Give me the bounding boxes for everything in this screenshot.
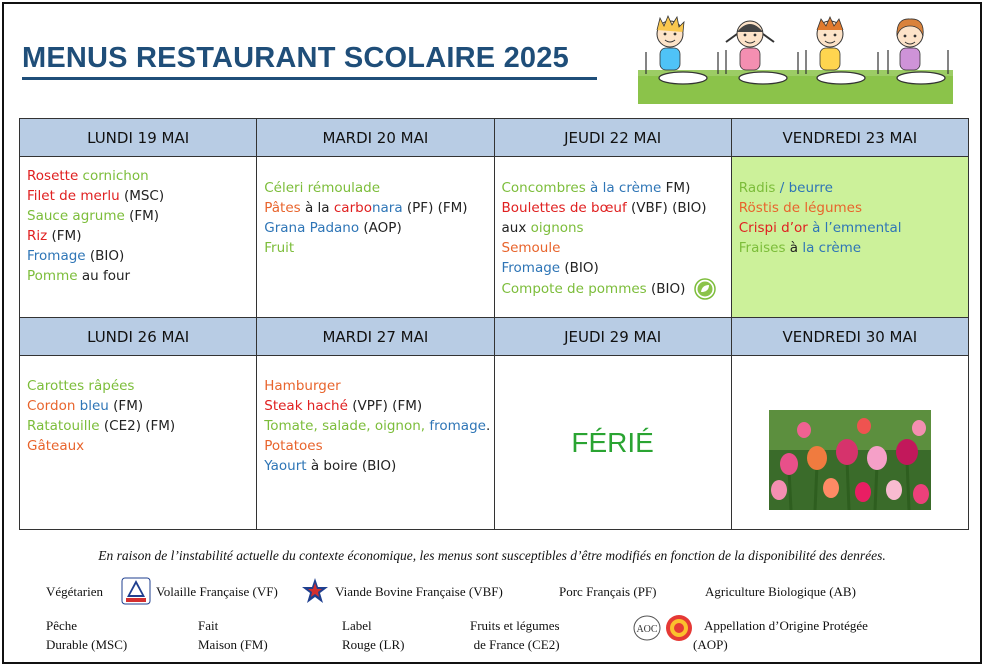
menu-line: Fraises à la crème — [738, 240, 862, 256]
legend-fm-line1: Fait — [198, 618, 219, 633]
menu-line: Pâtes à la carbonara (PF) (FM) — [264, 200, 468, 216]
viande-bovine-francaise-logo — [300, 577, 330, 605]
menu-line: Steak haché (VPF) (FM) — [264, 398, 423, 414]
aoc-logo — [632, 614, 662, 642]
menu-line: Röstis de légumes — [738, 200, 863, 216]
day-header: JEUDI 22 MAI — [494, 119, 731, 157]
legend-aop-line2: (AOP) — [693, 637, 728, 652]
legend-ce2 — [470, 616, 560, 654]
menu-line: Crispi d’or à l’emmental — [738, 220, 902, 236]
legend-msc-line1: Pêche — [46, 618, 78, 633]
legend-msc-line2: Durable (MSC) — [46, 637, 128, 652]
menu-line: Gâteaux — [27, 438, 85, 454]
menu-table — [19, 118, 969, 530]
menu-cell-mardi-20 — [257, 157, 494, 318]
menu-line: Tomate, salade, oignon, fromage. — [264, 418, 491, 434]
menu-cell-lundi-26 — [20, 356, 257, 530]
day-header: MARDI 20 MAI — [257, 119, 494, 157]
volaille-francaise-logo — [121, 577, 151, 605]
menu-line: Hamburger — [264, 378, 341, 394]
week1-header-row — [20, 119, 969, 157]
menu-line: Semoule — [501, 240, 561, 256]
week2-header-row — [20, 318, 969, 356]
legend-ab: Agriculture Biologique (AB) — [705, 584, 856, 599]
legend-msc — [46, 616, 127, 654]
legend-vegetarien: Végétarien — [46, 584, 104, 599]
menu-line: Concombres à la crème FM) — [501, 180, 691, 196]
day-header: VENDREDI 23 MAI — [731, 119, 968, 157]
legend-lr — [342, 616, 404, 654]
menu-cell-jeudi-29 — [494, 356, 731, 530]
menu-line: Fromage (BIO) — [27, 248, 125, 264]
menu-line: Rosette cornichon — [27, 168, 149, 184]
menu-line: Ratatouille (CE2) (FM) — [27, 418, 176, 434]
week1-menu-row — [20, 157, 969, 318]
day-header: LUNDI 19 MAI — [20, 119, 257, 157]
menu-line: Fromage (BIO) — [501, 260, 599, 276]
menu-line: Radis / beurre — [738, 180, 833, 196]
day-header: MARDI 27 MAI — [257, 318, 494, 356]
menu-line: Riz (FM) — [27, 228, 82, 244]
menu-line: Céleri rémoulade — [264, 180, 381, 196]
page-title — [22, 42, 569, 75]
menu-line: Fruit — [264, 240, 295, 256]
menu-cell-vendredi-30 — [731, 356, 968, 530]
menu-line: Yaourt à boire (BIO) — [264, 458, 397, 474]
children-banner — [638, 12, 953, 104]
menu-cell-jeudi-22 — [494, 157, 731, 318]
ferie-label: FÉRIÉ — [571, 426, 654, 458]
legend-lr-line2: Rouge (LR) — [342, 637, 405, 652]
menu-line: Carottes râpées — [27, 378, 135, 394]
legend-lr-line1: Label — [342, 618, 372, 633]
menu-line: Cordon bleu (FM) — [27, 398, 144, 414]
menu-line: Potatoes — [264, 438, 323, 454]
bio-leaf-icon — [694, 278, 716, 300]
menu-line: Compote de pommes (BIO) — [502, 278, 724, 300]
day-header: VENDREDI 30 MAI — [731, 318, 968, 356]
disclaimer-note: En raison de l’instabilité actuelle du contexte économique, les menus sont susceptibles d’être modifiés en fonction de la disponibilité des denrées. — [98, 548, 886, 563]
menu-line: Filet de merlu (MSC) — [27, 188, 165, 204]
legend-pf: Porc Français (PF) — [559, 584, 657, 599]
aoc-logo-text: AOC — [636, 624, 658, 635]
legend-vbf: Viande Bovine Française (VBF) — [335, 584, 503, 599]
tulips-image — [769, 410, 931, 510]
week2-menu-row — [20, 356, 969, 530]
menu-line: aux oignons — [501, 220, 584, 236]
legend-vf: Volaille Française (VF) — [156, 584, 278, 599]
menu-line: Sauce agrume (FM) — [27, 208, 160, 224]
menu-cell-lundi-19 — [20, 157, 257, 318]
title-year: 2025 — [503, 42, 569, 74]
title-text: MENUS RESTAURANT SCOLAIRE — [22, 42, 496, 74]
menu-cell-vendredi-23 — [731, 157, 968, 318]
legend-fm — [198, 616, 268, 654]
menu-cell-mardi-27 — [257, 356, 494, 530]
title-underline — [22, 77, 597, 80]
menu-line: Pomme au four — [27, 268, 131, 284]
menu-line: Boulettes de bœuf (VBF) (BIO) — [501, 200, 707, 216]
aop-seal-logo — [664, 614, 694, 642]
day-header: JEUDI 29 MAI — [494, 318, 731, 356]
legend-ce2-line2: de France (CE2) — [473, 637, 560, 652]
day-header: LUNDI 26 MAI — [20, 318, 257, 356]
menu-line: Grana Padano (AOP) — [264, 220, 402, 236]
legend-fm-line2: Maison (FM) — [198, 637, 268, 652]
legend-aop-line1: Appellation d’Origine Protégée — [704, 618, 868, 633]
legend-ce2-line1: Fruits et légumes — [470, 618, 560, 633]
